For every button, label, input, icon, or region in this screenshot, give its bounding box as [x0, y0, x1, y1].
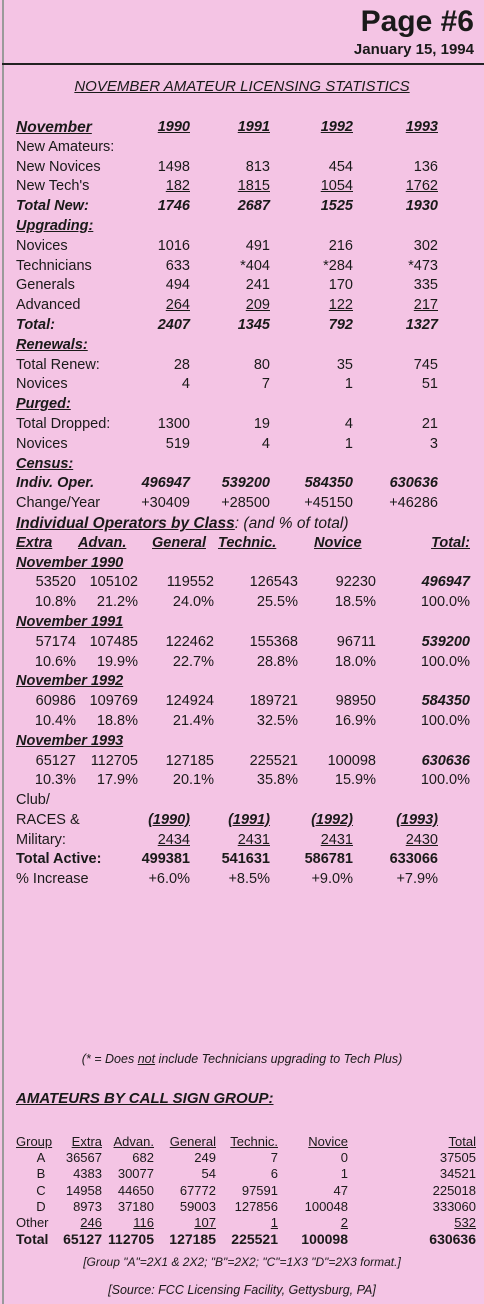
col-advan: Advan.: [78, 534, 127, 551]
table-row: [0, 158, 484, 178]
cell: 10.6%: [34, 653, 76, 670]
table-row: [0, 316, 484, 336]
cell: 4: [344, 415, 353, 432]
cell: 30077: [117, 1166, 154, 1182]
cell: 1: [344, 376, 353, 393]
row-label: Generals: [16, 277, 75, 294]
cell: 21.4%: [172, 712, 214, 729]
cell: 10.3%: [34, 772, 76, 789]
cell: 2434: [157, 831, 190, 848]
table-row-total: [0, 1231, 484, 1247]
table-row: [0, 138, 484, 158]
cell: *473: [408, 257, 438, 274]
cell: +45150: [304, 495, 353, 512]
cell: 116: [133, 1214, 154, 1230]
cell: (1991): [228, 811, 270, 828]
row-label: Technicians: [16, 257, 92, 274]
row-label: Military:: [16, 831, 66, 848]
cell: 155368: [249, 633, 298, 650]
cell: 4: [261, 435, 270, 452]
cell: 2431: [320, 831, 353, 848]
col-total: Total: [448, 1134, 476, 1149]
row-label: Total Renew:: [16, 356, 100, 373]
table-row: [0, 1183, 484, 1199]
cell: 24.0%: [172, 594, 214, 611]
col-header-1991: 1991: [237, 119, 270, 135]
row-label: RACES &: [16, 811, 80, 828]
cell: 44650: [117, 1182, 154, 1198]
table-row: [0, 197, 484, 217]
row-label: % Increase: [16, 871, 89, 888]
cell: 182: [165, 178, 190, 195]
callsign-table: [0, 1134, 484, 1247]
cell: 35.8%: [256, 772, 298, 789]
cell: 246: [80, 1214, 102, 1230]
cell: 584350: [421, 693, 470, 710]
cell: 100.0%: [420, 712, 470, 729]
cell: 209: [245, 297, 270, 314]
cell: 216: [328, 237, 353, 254]
cell: 792: [328, 316, 353, 333]
cell: 1327: [405, 316, 438, 333]
cell: 813: [245, 158, 270, 175]
cell: 249: [194, 1150, 216, 1166]
cell: 6: [270, 1166, 278, 1182]
cell: 586781: [304, 851, 353, 868]
cell: 541631: [221, 851, 270, 868]
cell: 3: [429, 435, 438, 452]
cell: 584350: [304, 475, 353, 492]
cell: 53520: [35, 574, 76, 591]
cell: 4383: [73, 1166, 102, 1182]
cell: 97591: [241, 1182, 278, 1198]
table-row: [0, 791, 484, 811]
cell: 37505: [439, 1150, 476, 1166]
cell: 127185: [169, 1231, 216, 1248]
row-label: Total:: [16, 316, 55, 333]
cell: +9.0%: [311, 871, 353, 888]
cell: 1930: [405, 198, 438, 215]
cell: 2687: [237, 198, 270, 215]
col-header-label: November: [16, 119, 92, 136]
table-row: [0, 1215, 484, 1231]
cell: 36567: [65, 1150, 102, 1166]
cell: 122: [328, 297, 353, 314]
cell: 21.2%: [96, 594, 138, 611]
cell: 1: [270, 1214, 278, 1230]
cell: 494: [165, 277, 190, 294]
cell: 532: [454, 1214, 476, 1230]
format-note: [Group "A"=2X1 & 2X2; "B"=2X2; "C"=1X3 "D"=2X3 format.]: [83, 1255, 401, 1269]
footnote: (* = Does not include Technicians upgrading to Tech Plus): [81, 1052, 403, 1066]
cell: 127185: [165, 752, 214, 769]
cell: 126543: [249, 574, 298, 591]
table-row: [0, 455, 484, 475]
row-label: New Tech's: [16, 178, 90, 195]
cell: 17.9%: [96, 772, 138, 789]
cell: 217: [413, 297, 438, 314]
cell: C: [36, 1182, 46, 1198]
table-row: [0, 850, 484, 870]
col-novice: Novice: [308, 1134, 348, 1149]
cell: 630636: [429, 1231, 476, 1248]
cell: 1345: [237, 316, 270, 333]
col-general: General: [152, 534, 206, 551]
cell: Other: [16, 1214, 49, 1230]
cell: 333060: [432, 1198, 476, 1214]
cell: 1762: [405, 178, 438, 195]
cell: 100098: [301, 1231, 348, 1248]
col-total: Total:: [431, 534, 470, 551]
cell: 59003: [179, 1198, 216, 1214]
cell: 65127: [63, 1231, 102, 1248]
table-row: [0, 870, 484, 890]
col-technic: Technic.: [230, 1134, 278, 1149]
cell: 1016: [157, 237, 190, 254]
cell: 1525: [320, 198, 353, 215]
row-label: Total Dropped:: [16, 415, 111, 432]
group-heading: November 1993: [16, 732, 124, 749]
table-row: [0, 237, 484, 257]
cell: 124924: [165, 693, 214, 710]
group-heading: November 1992: [16, 673, 124, 690]
cell: 454: [328, 158, 353, 175]
col-technic: Technic.: [218, 534, 277, 551]
cell: 67772: [179, 1182, 216, 1198]
cell: 1054: [320, 178, 353, 195]
row-label: Upgrading:: [16, 217, 94, 234]
cell: 51: [421, 376, 438, 393]
cell: (1990): [148, 811, 190, 828]
row-label: Total New:: [16, 198, 89, 215]
cell: 7: [270, 1150, 278, 1166]
cell: 264: [165, 297, 190, 314]
cell: 2: [340, 1214, 348, 1230]
cell: 19: [253, 415, 270, 432]
by-class-heading-suffix: : (and % of total): [234, 514, 349, 532]
table-row: [0, 712, 484, 732]
cell: 0: [340, 1150, 348, 1166]
row-label: New Novices: [16, 158, 101, 175]
cell: 682: [132, 1150, 154, 1166]
cell: 189721: [249, 693, 298, 710]
cell: 107: [194, 1214, 216, 1230]
col-group: Group: [16, 1134, 53, 1149]
col-advan: Advan.: [113, 1134, 154, 1149]
table-row: [0, 435, 484, 455]
col-extra: Extra: [16, 534, 53, 551]
cell: 47: [333, 1182, 348, 1198]
by-class-title: [0, 514, 484, 534]
cell: 539200: [421, 633, 470, 650]
row-label: Purged:: [16, 396, 71, 413]
cell: D: [36, 1198, 46, 1214]
cell: 112705: [90, 752, 138, 769]
cell: 98950: [335, 693, 376, 710]
cell: 496947: [141, 475, 190, 492]
cell: 2430: [405, 831, 438, 848]
table-row: [0, 257, 484, 277]
cell: 1746: [157, 198, 190, 215]
row-label: Total Active:: [16, 851, 102, 868]
table-row: [0, 494, 484, 514]
cell: 112705: [108, 1231, 154, 1248]
cell: 54: [201, 1166, 216, 1182]
row-label: Novices: [16, 435, 68, 452]
cell: 96711: [336, 633, 376, 650]
cell: A: [36, 1150, 46, 1166]
cell: 10.4%: [34, 712, 76, 729]
cell: 100.0%: [420, 653, 470, 670]
cell: 539200: [221, 475, 270, 492]
cell: 100048: [304, 1198, 348, 1214]
table-row: [0, 771, 484, 791]
table-row: [0, 474, 484, 494]
source-note: [Source: FCC Licensing Facility, Gettysburg, PA]: [108, 1283, 376, 1297]
row-label: Renewals:: [16, 336, 88, 353]
col-novice: Novice: [314, 534, 362, 551]
cell: 18.8%: [96, 712, 138, 729]
cell: +6.0%: [148, 871, 190, 888]
col-extra: Extra: [71, 1134, 102, 1149]
section-title-licensing: NOVEMBER AMATEUR LICENSING STATISTICS: [74, 78, 410, 95]
cell: 491: [245, 237, 270, 254]
cell: +8.5%: [228, 871, 270, 888]
row-label: Census:: [16, 455, 74, 472]
cell: 18.0%: [334, 653, 376, 670]
cell: (1993): [396, 811, 438, 828]
callsign-header-row: [0, 1134, 484, 1150]
table-row: [0, 1166, 484, 1182]
cell: 80: [253, 356, 270, 373]
cell: 57174: [35, 633, 76, 650]
cell: 16.9%: [334, 712, 376, 729]
licensing-table: [0, 118, 484, 890]
cell: 100098: [327, 752, 376, 769]
cell: 225018: [432, 1182, 476, 1198]
cell: +46286: [389, 495, 438, 512]
cell: 302: [413, 237, 438, 254]
cell: 4: [181, 376, 190, 393]
cell: 745: [413, 356, 438, 373]
table-row: [0, 276, 484, 296]
cell: 109769: [89, 693, 138, 710]
table-row: [0, 653, 484, 673]
cell: *284: [323, 257, 353, 274]
cell: 2407: [157, 316, 190, 333]
table-row: [0, 811, 484, 831]
group-heading: November 1991: [16, 613, 124, 630]
cell: 630636: [389, 475, 438, 492]
cell: 127856: [234, 1198, 278, 1214]
cell: 60986: [35, 693, 76, 710]
table-row: [0, 177, 484, 197]
cell: 34521: [439, 1166, 476, 1182]
table-row: [0, 633, 484, 653]
cell: +30409: [141, 495, 190, 512]
col-general: General: [169, 1134, 216, 1149]
cell: 105102: [89, 574, 138, 591]
cell: 14958: [65, 1182, 102, 1198]
header-rule: [2, 63, 484, 65]
licensing-header-row: [0, 118, 484, 138]
cell: 519: [165, 435, 190, 452]
table-row: [0, 395, 484, 415]
cell: +7.9%: [396, 871, 438, 888]
page-header: [354, 4, 474, 60]
cell: 28.8%: [256, 653, 298, 670]
row-label: Change/Year: [16, 495, 101, 512]
cell: 1815: [237, 178, 270, 195]
table-row: [0, 692, 484, 712]
cell: 32.5%: [256, 712, 298, 729]
cell: 225521: [249, 752, 298, 769]
table-row: [0, 375, 484, 395]
cell: 107485: [89, 633, 138, 650]
table-row: [0, 217, 484, 237]
cell: 2431: [237, 831, 270, 848]
cell: 633066: [389, 851, 438, 868]
cell: 18.5%: [334, 594, 376, 611]
cell: 630636: [421, 752, 470, 769]
cell: 335: [413, 277, 438, 294]
table-row: [0, 415, 484, 435]
cell: 25.5%: [256, 594, 298, 611]
cell: 1498: [157, 158, 190, 175]
col-header-1993: 1993: [405, 119, 438, 135]
cell: 21: [421, 415, 438, 432]
cell: 241: [245, 277, 270, 294]
cell: 28: [173, 356, 190, 373]
table-row: [0, 752, 484, 772]
by-class-header-row: [0, 534, 484, 554]
row-label: Novices: [16, 376, 68, 393]
cell: 122462: [165, 633, 214, 650]
row-label: Indiv. Oper.: [16, 475, 95, 492]
page-number: Page #6: [360, 5, 474, 38]
row-label: Club/: [16, 792, 50, 809]
cell: B: [36, 1166, 46, 1182]
row-label: New Amateurs:: [16, 138, 115, 155]
row-label: Novices: [16, 237, 68, 254]
cell: 92230: [335, 574, 376, 591]
cell: 19.9%: [96, 653, 138, 670]
page-date: January 15, 1994: [353, 41, 474, 58]
cell: Total: [16, 1231, 49, 1248]
cell: 7: [261, 376, 270, 393]
row-label: Advanced: [16, 297, 81, 314]
cell: 496947: [421, 574, 470, 591]
table-row: [0, 831, 484, 851]
cell: 1: [344, 435, 353, 452]
cell: *404: [240, 257, 270, 274]
cell: 1300: [157, 415, 190, 432]
cell: 35: [336, 356, 353, 373]
cell: 20.1%: [172, 772, 214, 789]
col-header-1990: 1990: [157, 119, 190, 135]
cell: 100.0%: [420, 594, 470, 611]
cell: 15.9%: [334, 772, 376, 789]
cell: 65127: [35, 752, 76, 769]
cell: 8973: [73, 1198, 102, 1214]
cell: 499381: [141, 851, 190, 868]
cell: 136: [413, 158, 438, 175]
cell: (1992): [311, 811, 353, 828]
cell: 1: [340, 1166, 348, 1182]
cell: +28500: [221, 495, 270, 512]
cell: 119552: [166, 574, 214, 591]
cell: 10.8%: [34, 594, 76, 611]
table-row: [0, 593, 484, 613]
group-heading: November 1990: [16, 554, 124, 571]
table-row: [0, 1199, 484, 1215]
cell: 37180: [117, 1198, 154, 1214]
table-row: [0, 573, 484, 593]
col-header-1992: 1992: [320, 119, 353, 135]
section-title-callsign: AMATEURS BY CALL SIGN GROUP:: [16, 1090, 274, 1107]
cell: 100.0%: [420, 772, 470, 789]
table-row: [0, 1150, 484, 1166]
table-row: [0, 296, 484, 316]
cell: 22.7%: [172, 653, 214, 670]
cell: 170: [328, 277, 353, 294]
table-row: [0, 336, 484, 356]
by-class-heading: Individual Operators by Class: [16, 514, 235, 532]
cell: 633: [165, 257, 190, 274]
table-row: [0, 356, 484, 376]
cell: 225521: [231, 1231, 278, 1248]
